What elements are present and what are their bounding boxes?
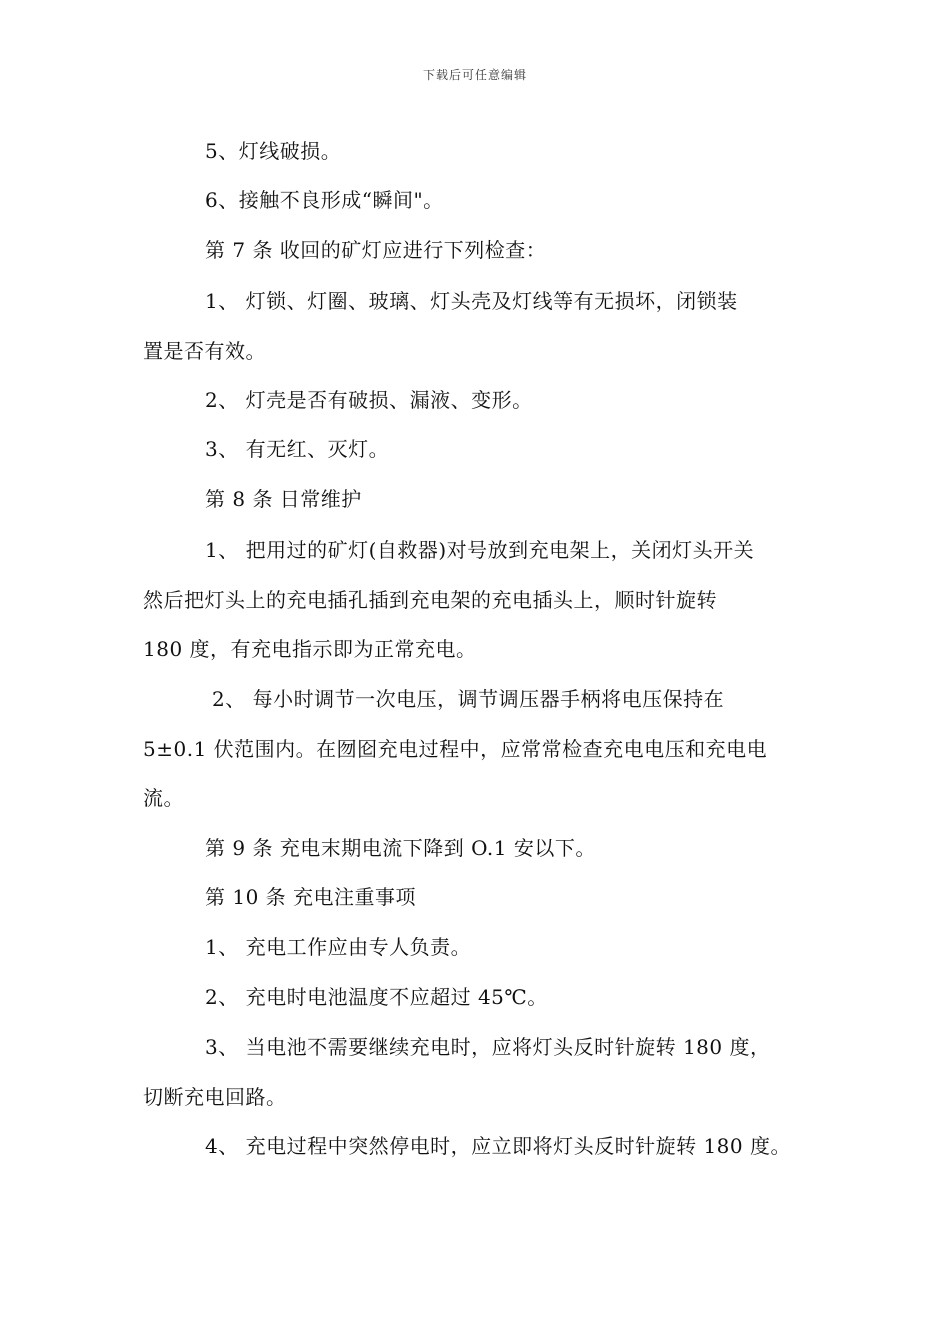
text-line-2: 6、接触不良形成“瞬间"。 [205,188,444,212]
text-line-15: 第 9 条 充电末期电流下降到 O.1 安以下。 [205,836,596,860]
text-line-16: 第 10 条 充电注重事项 [205,885,417,909]
text-line-14: 流。 [143,786,184,810]
text-line-18: 2、 充电时电池温度不应超过 45℃。 [205,985,548,1009]
text-line-5: 置是否有效。 [143,339,266,363]
text-line-12: 2、 每小时调节一次电压，调节调压器手柄将电压保持在 [212,687,725,711]
text-line-21: 4、 充电过程中突然停电时，应立即将灯头反时针旋转 180 度。 [205,1134,791,1158]
text-line-9: 1、 把用过的矿灯(自救器)对号放到充电架上，关闭灯头开关 [205,538,755,562]
text-line-4: 1、 灯锁、灯圈、玻璃、灯头壳及灯线等有无损坏，闭锁装 [205,289,738,313]
text-line-19: 3、 当电池不需要继续充电时，应将灯头反时针旋转 180 度， [205,1035,771,1059]
text-line-8: 第 8 条 日常维护 [205,487,362,511]
text-line-7: 3、 有无红、灭灯。 [205,437,390,461]
text-line-10: 然后把灯头上的充电插孔插到充电架的充电插头上，顺时针旋转 [143,588,717,612]
text-line-11: 180 度，有充电指示即为正常充电。 [143,637,477,661]
text-line-13: 5±0.1 伏范围内。在囫囵充电过程中，应常常检查充电电压和充电电 [143,737,768,761]
text-line-17: 1、 充电工作应由专人负责。 [205,935,472,959]
text-line-1: 5、灯线破损。 [205,139,342,163]
text-line-6: 2、 灯壳是否有破损、漏液、变形。 [205,388,533,412]
page-header: 下载后可任意编辑 [422,68,527,82]
text-line-3: 第 7 条 收回的矿灯应进行下列检查： [205,238,547,262]
text-line-20: 切断充电回路。 [143,1085,287,1109]
